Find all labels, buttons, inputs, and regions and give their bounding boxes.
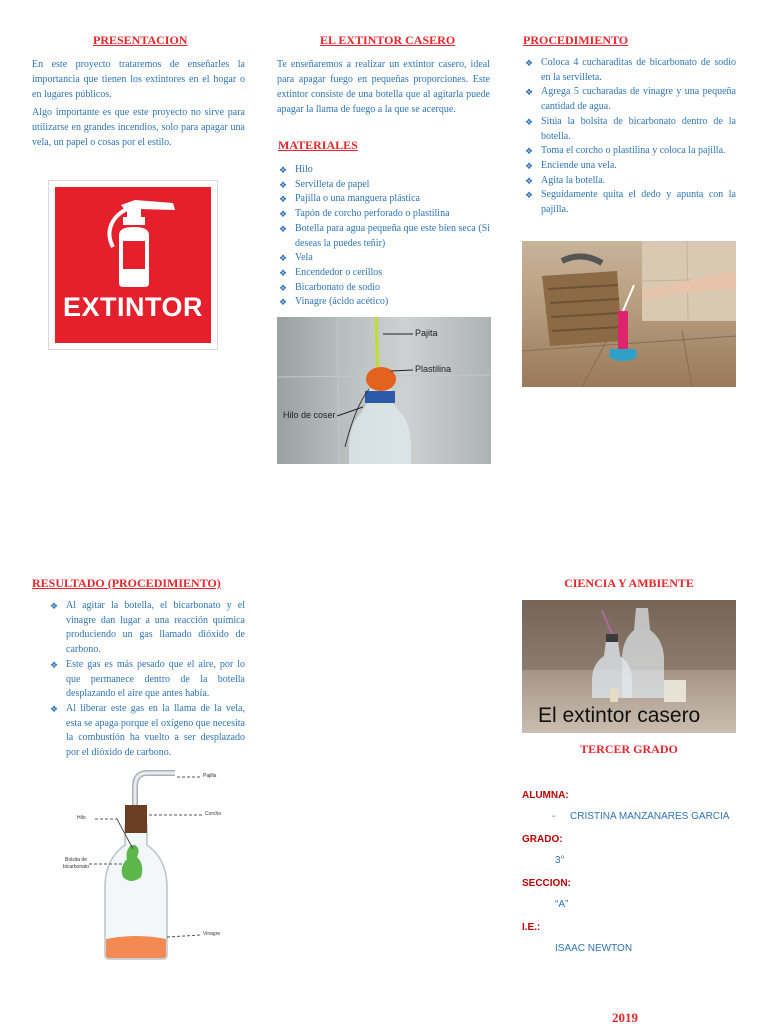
resultado-list [48,599,245,761]
list-item: ❖ Este gas es más pesado que el aire, por lo que permanece dentro de la botella desplazando el aire que antes había. [48,658,245,702]
bottle-diagram [55,767,245,967]
list-item: ❖ Seguidamente quita el dedo y apunta con la pajilla. [523,188,736,217]
list-item: ❖ Agrega 5 cucharadas de vinagre y una pequeña cantidad de agua. [523,85,736,114]
extintor-sign [48,180,218,350]
cover-photo-caption: El extintor casero [538,704,701,727]
label-plastilina: Plastilina [415,364,452,374]
procedimiento-list [523,56,736,218]
seccion-value: “A” [555,899,569,910]
list-item: ❖ Al liberar este gas en la llama de la vela, esta se apaga porque el oxígeno que necesita la combustión ha vuelto a ser desplazado por el dióxido de carbono. [48,702,245,761]
alumna-dash: - [552,811,556,822]
list-item: ❖ Vela [277,251,490,266]
ie-label: I.E.: [522,922,541,933]
grado-value: 3° [555,855,565,866]
list-item: ❖ Toma el corcho o plastilina y coloca la pajilla. [523,144,736,159]
list-item: ❖ Tapón de corcho perforado o plastilina [277,207,490,222]
list-item: ❖ Enciende una vela. [523,159,736,174]
list-item: ❖ Botella para agua pequeña que este bien seca (Si deseas la puedes teñir) [277,222,490,251]
sign-background [55,187,211,343]
list-item: ❖ Pajilla o una manguera plástica [277,192,490,207]
label-hilo: Hilo de coser [283,410,336,420]
presentacion-paragraph-1: En este proyecto trataremos de enseñarles la importancia que tienen los extintores en el hogar o en lugares públicos. [32,59,245,100]
diagram-label-bolsita: Bolsita de bicarbonato [62,857,90,870]
seccion-label: SECCION: [522,878,571,889]
diagram-label-hilo: Hilo [77,815,86,821]
presentacion-title: PRESENTACION [93,33,188,47]
presentacion-paragraph-2: Algo importante es que este proyecto no sirve para utilizarse en grandes incendios, solo para apagar una vela, un papel o cosas por el estilo. [32,107,245,148]
procedimiento-title: PROCEDIMIENTO [523,33,629,47]
resultado-title: RESULTADO (PROCEDIMIENTO) [32,576,221,590]
list-item: ❖ Agita la botella. [523,174,736,189]
materiales-title: MATERIALES [278,138,358,152]
candle-photo [522,241,736,387]
grade-title: TERCER GRADO [580,742,678,756]
diagram-label-corcho: Corcho [205,811,222,817]
bottle-photo [277,317,491,464]
list-item: ❖ Hilo [277,163,490,178]
grado-label: GRADO: [522,834,563,845]
cover-photo [522,600,736,733]
extintor-title: EL EXTINTOR CASERO [320,33,456,47]
extintor-paragraph: Te enseñaremos a realizar un extintor casero, ideal para apagar fuego en pequeñas proporciones. Este extintor consiste de una botella que al agitarla puede apagar la llama de fuego a la que se acerque. [277,59,490,115]
materiales-list [277,163,490,310]
sign-text: EXTINTOR [62,292,203,322]
year: 2019 [612,1010,638,1025]
alumna-value: CRISTINA MANZANARES GARCIA [570,811,730,822]
list-item: ❖ Sitúa la bolsita de bicarbonato dentro de la botella. [523,115,736,144]
cover-title: CIENCIA Y AMBIENTE [564,576,694,590]
list-item: ❖ Al agitar la botella, el bicarbonato y el vinagre dan lugar a una reacción química produciendo un gas llamado dióxido de carbono. [48,599,245,658]
diagram-label-pajilla: Pajilla [203,773,217,779]
list-item: ❖ Encendedor o cerillos [277,266,490,281]
ie-value: ISAAC NEWTON [555,943,633,954]
list-item: ❖ Bicarbonato de sodio [277,281,490,296]
diagram-label-vinagre: Vinagre [203,931,221,937]
list-item: ❖ Coloca 4 cucharaditas de bicarbonato de sodio en la servilleta. [523,56,736,85]
label-pajita: Pajita [415,328,438,338]
alumna-label: ALUMNA: [522,790,569,801]
list-item: ❖ Vinagre (ácido acético) [277,295,490,310]
list-item: ❖ Servilleta de papel [277,178,490,193]
